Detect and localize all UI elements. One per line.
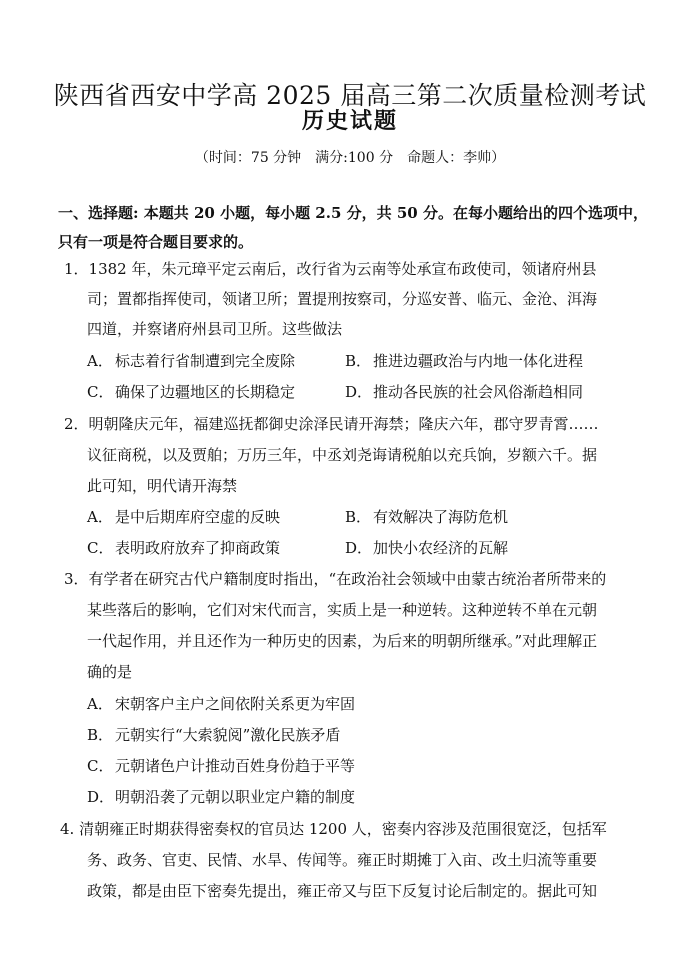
q3-line-1: 3．有学者在研究古代户籍制度时指出，“在政治社会领域中由蒙古统治者所带来的	[64, 570, 607, 588]
q1-option-a	[87, 350, 295, 372]
q3-option-b	[87, 724, 340, 746]
q1-option-c	[87, 381, 295, 403]
q2-line-2: 议征商税，以及贾舶；万历三年，中丞刘尧诲请税舶以充兵饷，岁额六千。据	[87, 446, 598, 464]
option-text: 宋朝客户主户之间依附关系更为牢固	[115, 695, 356, 713]
option-text: 推进边疆政治与内地一体化进程	[373, 352, 584, 370]
q2-line-3: 此可知，明代请开海禁	[87, 477, 238, 495]
option-text: 元朝实行“大索貌阅”激化民族矛盾	[115, 726, 341, 744]
section-heading	[58, 199, 648, 257]
option-letter: A．	[87, 508, 113, 526]
option-letter: A．	[87, 695, 113, 713]
exam-subject: 历史试题	[301, 108, 398, 134]
option-text: 标志着行省制遭到完全废除	[115, 352, 296, 370]
option-letter: D．	[345, 539, 373, 557]
option-text: 加快小农经济的瓦解	[373, 539, 509, 557]
q1-line-3: 四道，并察诸府州县司卫所。这些做法	[87, 320, 343, 338]
q3-option-a	[87, 693, 355, 715]
q3-line-3: 一代起作用，并且还作为一种历史的因素，为后来的明朝所继承。”对此理解正	[87, 632, 598, 650]
option-text: 有效解决了海防危机	[373, 508, 509, 526]
q4-line-1: 4. 清朝雍正时期获得密奏权的官员达 1200 人，密奏内容涉及范围很宽泛，包括军	[60, 820, 607, 838]
q3-line-2: 某些落后的影响，它们对宋代而言，实质上是一种逆转。这种逆转不单在元朝	[87, 601, 598, 619]
q1-option-b	[345, 350, 583, 372]
q3-line-4: 确的是	[87, 663, 133, 681]
q2-option-b	[345, 506, 508, 528]
section-heading-line-1: 一、选择题: 本题共 20 小题，每小题 2.5 分，共 50 分。在每小题给出的四个选项中，	[58, 204, 648, 222]
section-heading-line-2: 只有一项是符合题目要求的。	[58, 233, 254, 251]
q2-option-a	[87, 506, 280, 528]
q3-option-c	[87, 755, 355, 777]
q4-line-3: 政策，都是由臣下密奏先提出，雍正帝又与臣下反复讨论后制定的。据此可知	[87, 882, 598, 900]
q2-option-c	[87, 537, 280, 559]
option-letter: B．	[345, 352, 372, 370]
option-letter: B．	[345, 508, 372, 526]
q2-option-d	[345, 537, 508, 559]
option-letter: D．	[87, 788, 115, 806]
exam-title: 陕西省西安中学高 2025 届高三第二次质量检测考试	[53, 81, 647, 110]
option-letter: A．	[87, 352, 113, 370]
option-letter: B．	[87, 726, 114, 744]
option-text: 元朝诸色户计推动百姓身份趋于平等	[115, 757, 356, 775]
q3-option-d	[87, 786, 355, 808]
q2-line-1: 2．明朝隆庆元年，福建巡抚都御史涂泽民请开海禁；隆庆六年，郡守罗青霄……	[64, 415, 599, 433]
q1-line-2: 司；置都指挥使司，领诸卫所；置提刑按察司，分巡安普、临元、金沧、洱海	[87, 290, 598, 308]
option-text: 表明政府放弃了抑商政策	[115, 539, 281, 557]
exam-info: （时间：75 分钟 满分:100 分 命题人：李帅）	[194, 150, 506, 166]
option-text: 是中后期库府空虚的反映	[115, 508, 281, 526]
option-letter: C．	[87, 383, 114, 401]
q1-line-1: 1．1382 年，朱元璋平定云南后，改行省为云南等处承宣布政使司，领诸府州县	[64, 260, 597, 278]
option-text: 确保了边疆地区的长期稳定	[115, 383, 296, 401]
option-text: 明朝沿袭了元朝以职业定户籍的制度	[115, 788, 356, 806]
q1-option-d	[345, 381, 583, 403]
option-letter: D．	[345, 383, 373, 401]
q4-line-2: 务、政务、官吏、民情、水旱、传闻等。雍正时期摊丁入亩、改土归流等重要	[87, 851, 598, 869]
option-letter: C．	[87, 757, 114, 775]
option-text: 推动各民族的社会风俗渐趋相同	[373, 383, 584, 401]
option-letter: C．	[87, 539, 114, 557]
